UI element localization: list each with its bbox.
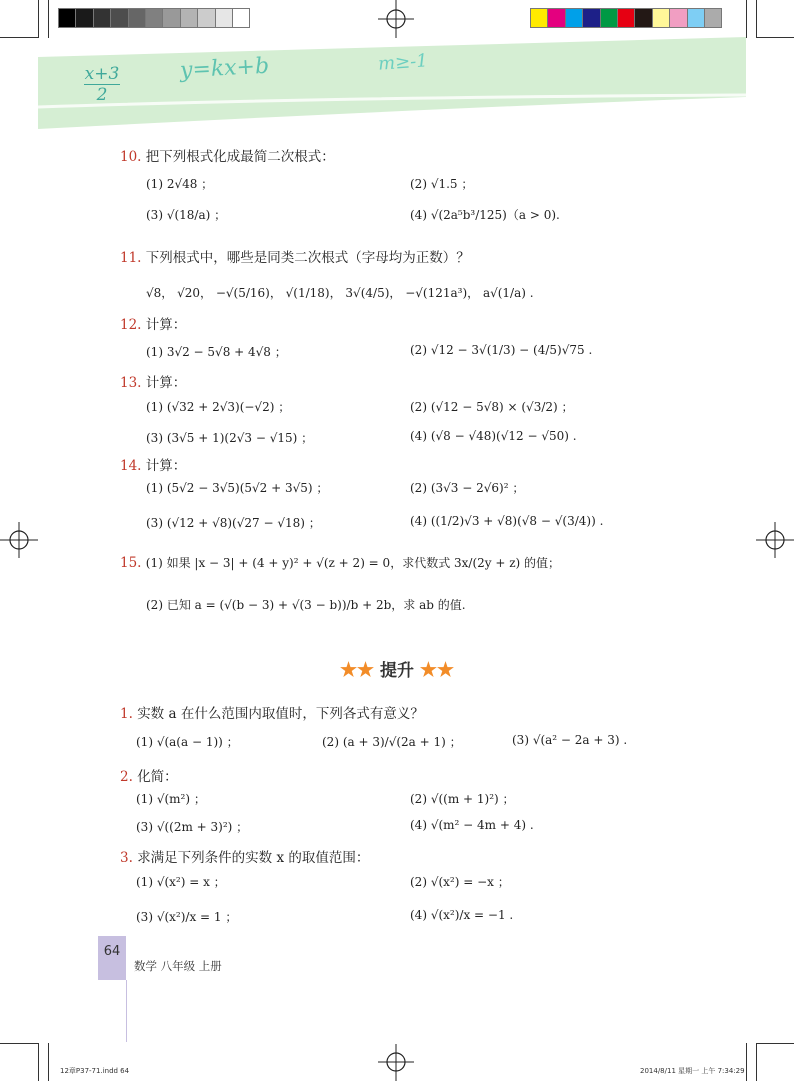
- banner-formula-linear: y=kx+b: [179, 53, 270, 84]
- q15-item-1: (1) 如果 |x − 3| + (4 + y)² + √(z + 2) = 0，求代数式 3x/(2y + z) 的值；: [145, 556, 561, 570]
- p3-item-2: (2) √(x²) = −x ；: [410, 875, 510, 889]
- question-text: 把下列根式化成最简二次根式：: [145, 149, 335, 165]
- q14-item-1: (1) (5√2 − 3√5)(5√2 + 3√5) ；: [146, 481, 329, 495]
- registration-mark-top: [376, 0, 416, 40]
- p3-item-3: (3) √(x²)/x = 1 ；: [136, 910, 238, 924]
- question-number: 15.: [120, 555, 142, 571]
- section-title: 提升: [380, 661, 414, 681]
- p3-item-4: (4) √(x²)/x = −1 .: [410, 908, 514, 922]
- color-swatch: [145, 8, 163, 28]
- color-swatch: [582, 8, 600, 28]
- question-number: 1.: [120, 706, 133, 722]
- q15-item-2: (2) 已知 a = (√(b − 3) + √(3 − b))/b + 2b，求 ab 的值.: [146, 598, 466, 612]
- header-banner: [38, 37, 746, 129]
- question-text: 下列根式中，哪些是同类二次根式（字母均为正数）？: [145, 250, 470, 266]
- print-timestamp: 2014/8/11 星期一 上午 7:34:29: [640, 1067, 745, 1075]
- question-11: [120, 246, 470, 266]
- color-swatch: [600, 8, 618, 28]
- book-title: 数学 八年级 上册: [134, 959, 222, 973]
- p2-item-3: (3) √((2m + 3)²) ；: [136, 820, 249, 834]
- crop-mark: [756, 1043, 794, 1044]
- q12-item-1: (1) 3√2 − 5√8 + 4√8 ；: [146, 345, 287, 359]
- q14-item-2: (2) (3√3 − 2√6)² ；: [410, 481, 525, 495]
- p1-item-3: (3) √(a² − 2a + 3) .: [512, 733, 628, 747]
- crop-mark: [0, 1043, 38, 1044]
- crop-mark: [48, 1043, 49, 1081]
- crop-mark: [756, 0, 757, 38]
- color-swatch: [162, 8, 180, 28]
- crop-mark: [48, 0, 49, 38]
- registration-mark-right: [754, 520, 794, 560]
- color-swatch: [617, 8, 635, 28]
- question-text: 计算：: [145, 375, 187, 391]
- color-swatch: [669, 8, 687, 28]
- problem-2: [120, 765, 178, 785]
- crop-mark: [0, 37, 38, 38]
- banner-formula-fraction: [84, 64, 120, 105]
- color-swatch: [215, 8, 233, 28]
- color-swatch: [58, 8, 76, 28]
- p2-item-1: (1) √(m²) ；: [136, 792, 206, 806]
- question-14: [120, 454, 186, 474]
- q10-item-3: (3) √(18/a) ；: [146, 208, 227, 222]
- question-number: 12.: [120, 317, 142, 333]
- question-number: 10.: [120, 149, 142, 165]
- crop-mark: [38, 0, 39, 38]
- crop-mark: [756, 1043, 757, 1081]
- color-swatch: [75, 8, 93, 28]
- color-swatch: [687, 8, 705, 28]
- p1-item-2: (2) (a + 3)/√(2a + 1) ；: [322, 735, 462, 749]
- grayscale-color-bar: [58, 8, 249, 28]
- question-number: 11.: [120, 250, 142, 266]
- file-slug: 12章P37-71.indd 64: [60, 1067, 130, 1075]
- question-text: 实数 a 在什么范围内取值时，下列各式有意义？: [137, 706, 424, 722]
- crop-mark: [38, 1043, 39, 1081]
- p2-item-2: (2) √((m + 1)²) ；: [410, 792, 515, 806]
- color-swatch: [704, 8, 722, 28]
- color-swatch: [197, 8, 215, 28]
- registration-mark-bottom: [376, 1042, 416, 1081]
- q13-item-2: (2) (√12 − 5√8) × (√3/2) ；: [410, 400, 574, 414]
- question-text: 计算：: [145, 458, 187, 474]
- question-number: 2.: [120, 769, 133, 785]
- question-text: 求满足下列条件的实数 x 的取值范围：: [137, 850, 370, 866]
- color-swatch: [530, 8, 548, 28]
- q10-item-4: (4) √(2a⁵b³/125)（a > 0).: [410, 208, 560, 222]
- color-swatch: [128, 8, 146, 28]
- banner-formula-numerator: x+3: [84, 64, 120, 84]
- question-number: 3.: [120, 850, 133, 866]
- color-swatch: [180, 8, 198, 28]
- p1-item-1: (1) √(a(a − 1)) ；: [136, 735, 239, 749]
- color-swatch: [547, 8, 565, 28]
- color-swatch: [110, 8, 128, 28]
- problem-1: [120, 702, 424, 722]
- q14-item-4: (4) ((1/2)√3 + √8)(√8 − √(3/4)) .: [410, 514, 604, 528]
- p3-item-1: (1) √(x²) = x ；: [136, 875, 226, 889]
- question-13: [120, 371, 186, 391]
- registration-mark-left: [0, 520, 40, 560]
- page-number: 64: [103, 944, 121, 959]
- color-swatch: [634, 8, 652, 28]
- crop-mark: [746, 1043, 747, 1081]
- banner-formula-denominator: 2: [84, 84, 120, 105]
- color-swatch: [565, 8, 583, 28]
- q12-item-2: (2) √12 − 3√(1/3) − (4/5)√75 .: [410, 343, 593, 357]
- crop-mark: [756, 37, 794, 38]
- banner-formula-inequality: m≥-1: [377, 50, 429, 75]
- question-number: 14.: [120, 458, 142, 474]
- question-15: [120, 554, 560, 571]
- color-swatch: [93, 8, 111, 28]
- crop-mark: [746, 0, 747, 38]
- q13-item-4: (4) (√8 − √48)(√12 − √50) .: [410, 429, 577, 443]
- question-number: 13.: [120, 375, 142, 391]
- q10-item-2: (2) √1.5 ；: [410, 177, 474, 191]
- section-heading: [0, 656, 794, 681]
- color-swatch: [232, 8, 250, 28]
- question-12: [120, 313, 186, 333]
- footer-divider: [126, 980, 127, 1042]
- q11-expression: √8， √20， −√(5/16)， √(1/18)， 3√(4/5)， −√(121a³)， a√(1/a) .: [146, 286, 534, 300]
- question-10: [120, 145, 335, 165]
- problem-3: [120, 846, 369, 866]
- q14-item-3: (3) (√12 + √8)(√27 − √18) ；: [146, 516, 321, 530]
- star-icon: ★★: [340, 659, 375, 681]
- question-text: 计算：: [145, 317, 187, 333]
- question-text: 化简：: [137, 769, 178, 785]
- q10-item-1: (1) 2√48 ；: [146, 177, 214, 191]
- cmyk-color-bar: [530, 8, 721, 28]
- q13-item-3: (3) (3√5 + 1)(2√3 − √15) ；: [146, 431, 314, 445]
- q13-item-1: (1) (√32 + 2√3)(−√2) ；: [146, 400, 291, 414]
- star-icon: ★★: [419, 659, 454, 681]
- color-swatch: [652, 8, 670, 28]
- p2-item-4: (4) √(m² − 4m + 4) .: [410, 818, 534, 832]
